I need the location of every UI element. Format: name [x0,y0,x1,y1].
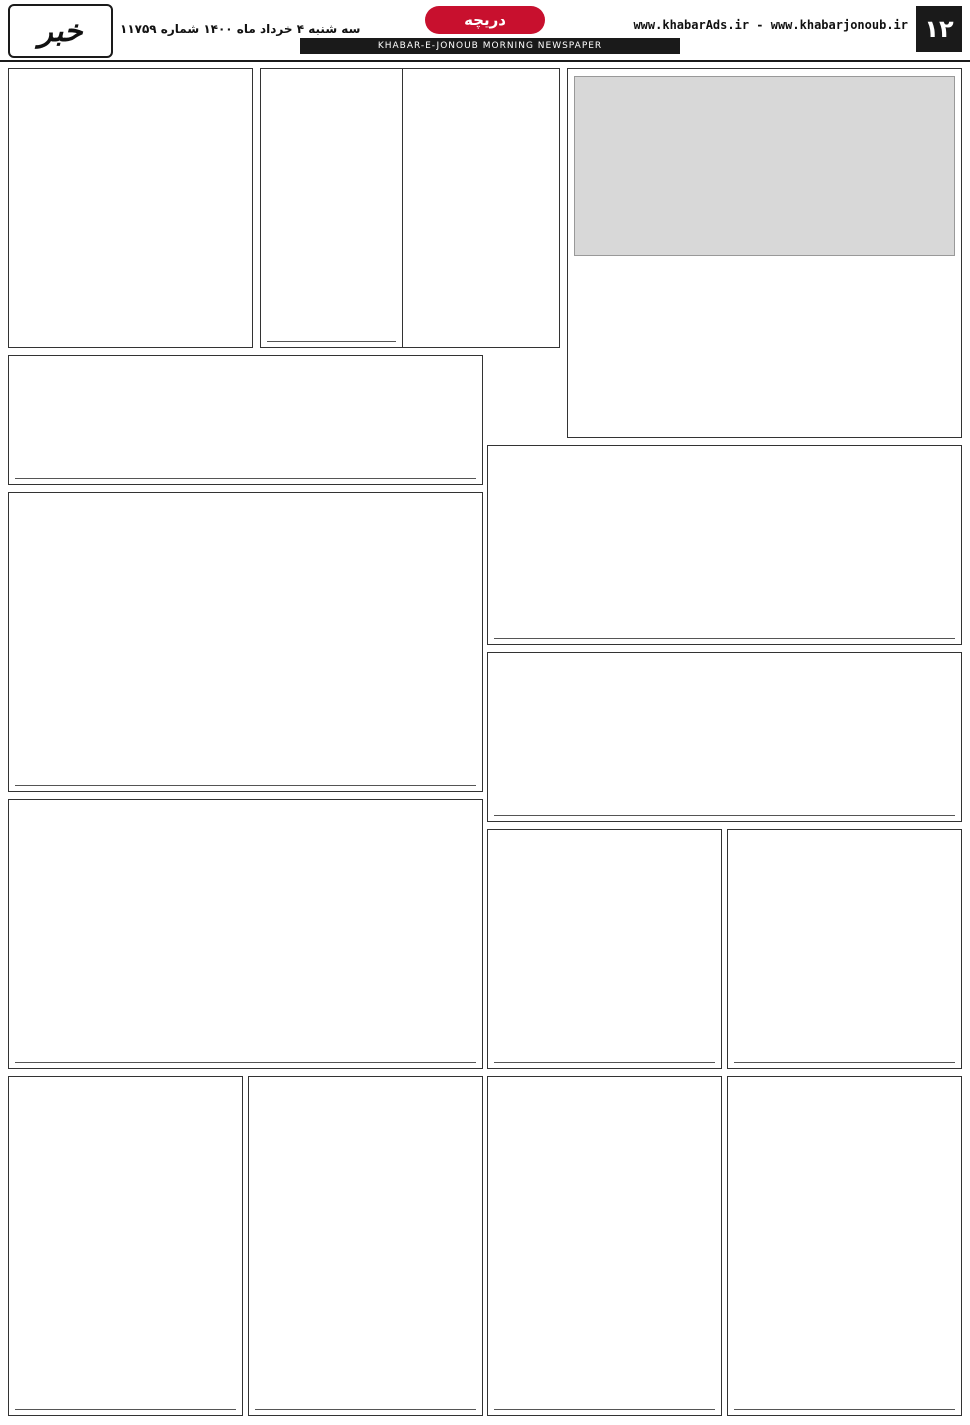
section-title: دریچه [425,6,545,34]
ad-block [8,492,483,792]
article-heart [8,68,253,348]
page-number: ۱۲ [916,6,962,52]
ad-block [8,355,483,485]
ad-footer [734,1062,955,1065]
ad-block [727,829,962,1069]
issue-date: سه شنبه ۴ خرداد ماه ۱۴۰۰ شماره ۱۱۷۵۹ [120,22,361,36]
ad-block [487,1076,722,1416]
ad-block [727,1076,962,1416]
ad-footer [255,1409,476,1412]
ad-footer [267,341,396,344]
site-urls[interactable]: www.khabarAds.ir - www.khabarjonoub.ir [633,18,908,32]
animals-photo [574,76,955,256]
ad-footer [15,478,476,481]
ad-block [487,445,962,645]
masthead [0,0,970,62]
ad-footer [15,1062,476,1065]
newspaper-subtitle: KHABAR-E-JONOUB MORNING NEWSPAPER [300,38,680,54]
ad-footer [494,638,955,641]
ad-footer [15,1409,236,1412]
ad-footer [494,1409,715,1412]
newspaper-logo: خبر [8,4,113,58]
ad-block [487,829,722,1069]
ad-footer [494,1062,715,1065]
ad-block [8,799,483,1069]
ad-footer [15,785,476,788]
article-animals [567,68,962,438]
ad-block [8,1076,243,1416]
ad-block [260,68,403,348]
ad-footer [734,1409,955,1412]
ad-footer [494,815,955,818]
ad-block [487,652,962,822]
ad-block [248,1076,483,1416]
